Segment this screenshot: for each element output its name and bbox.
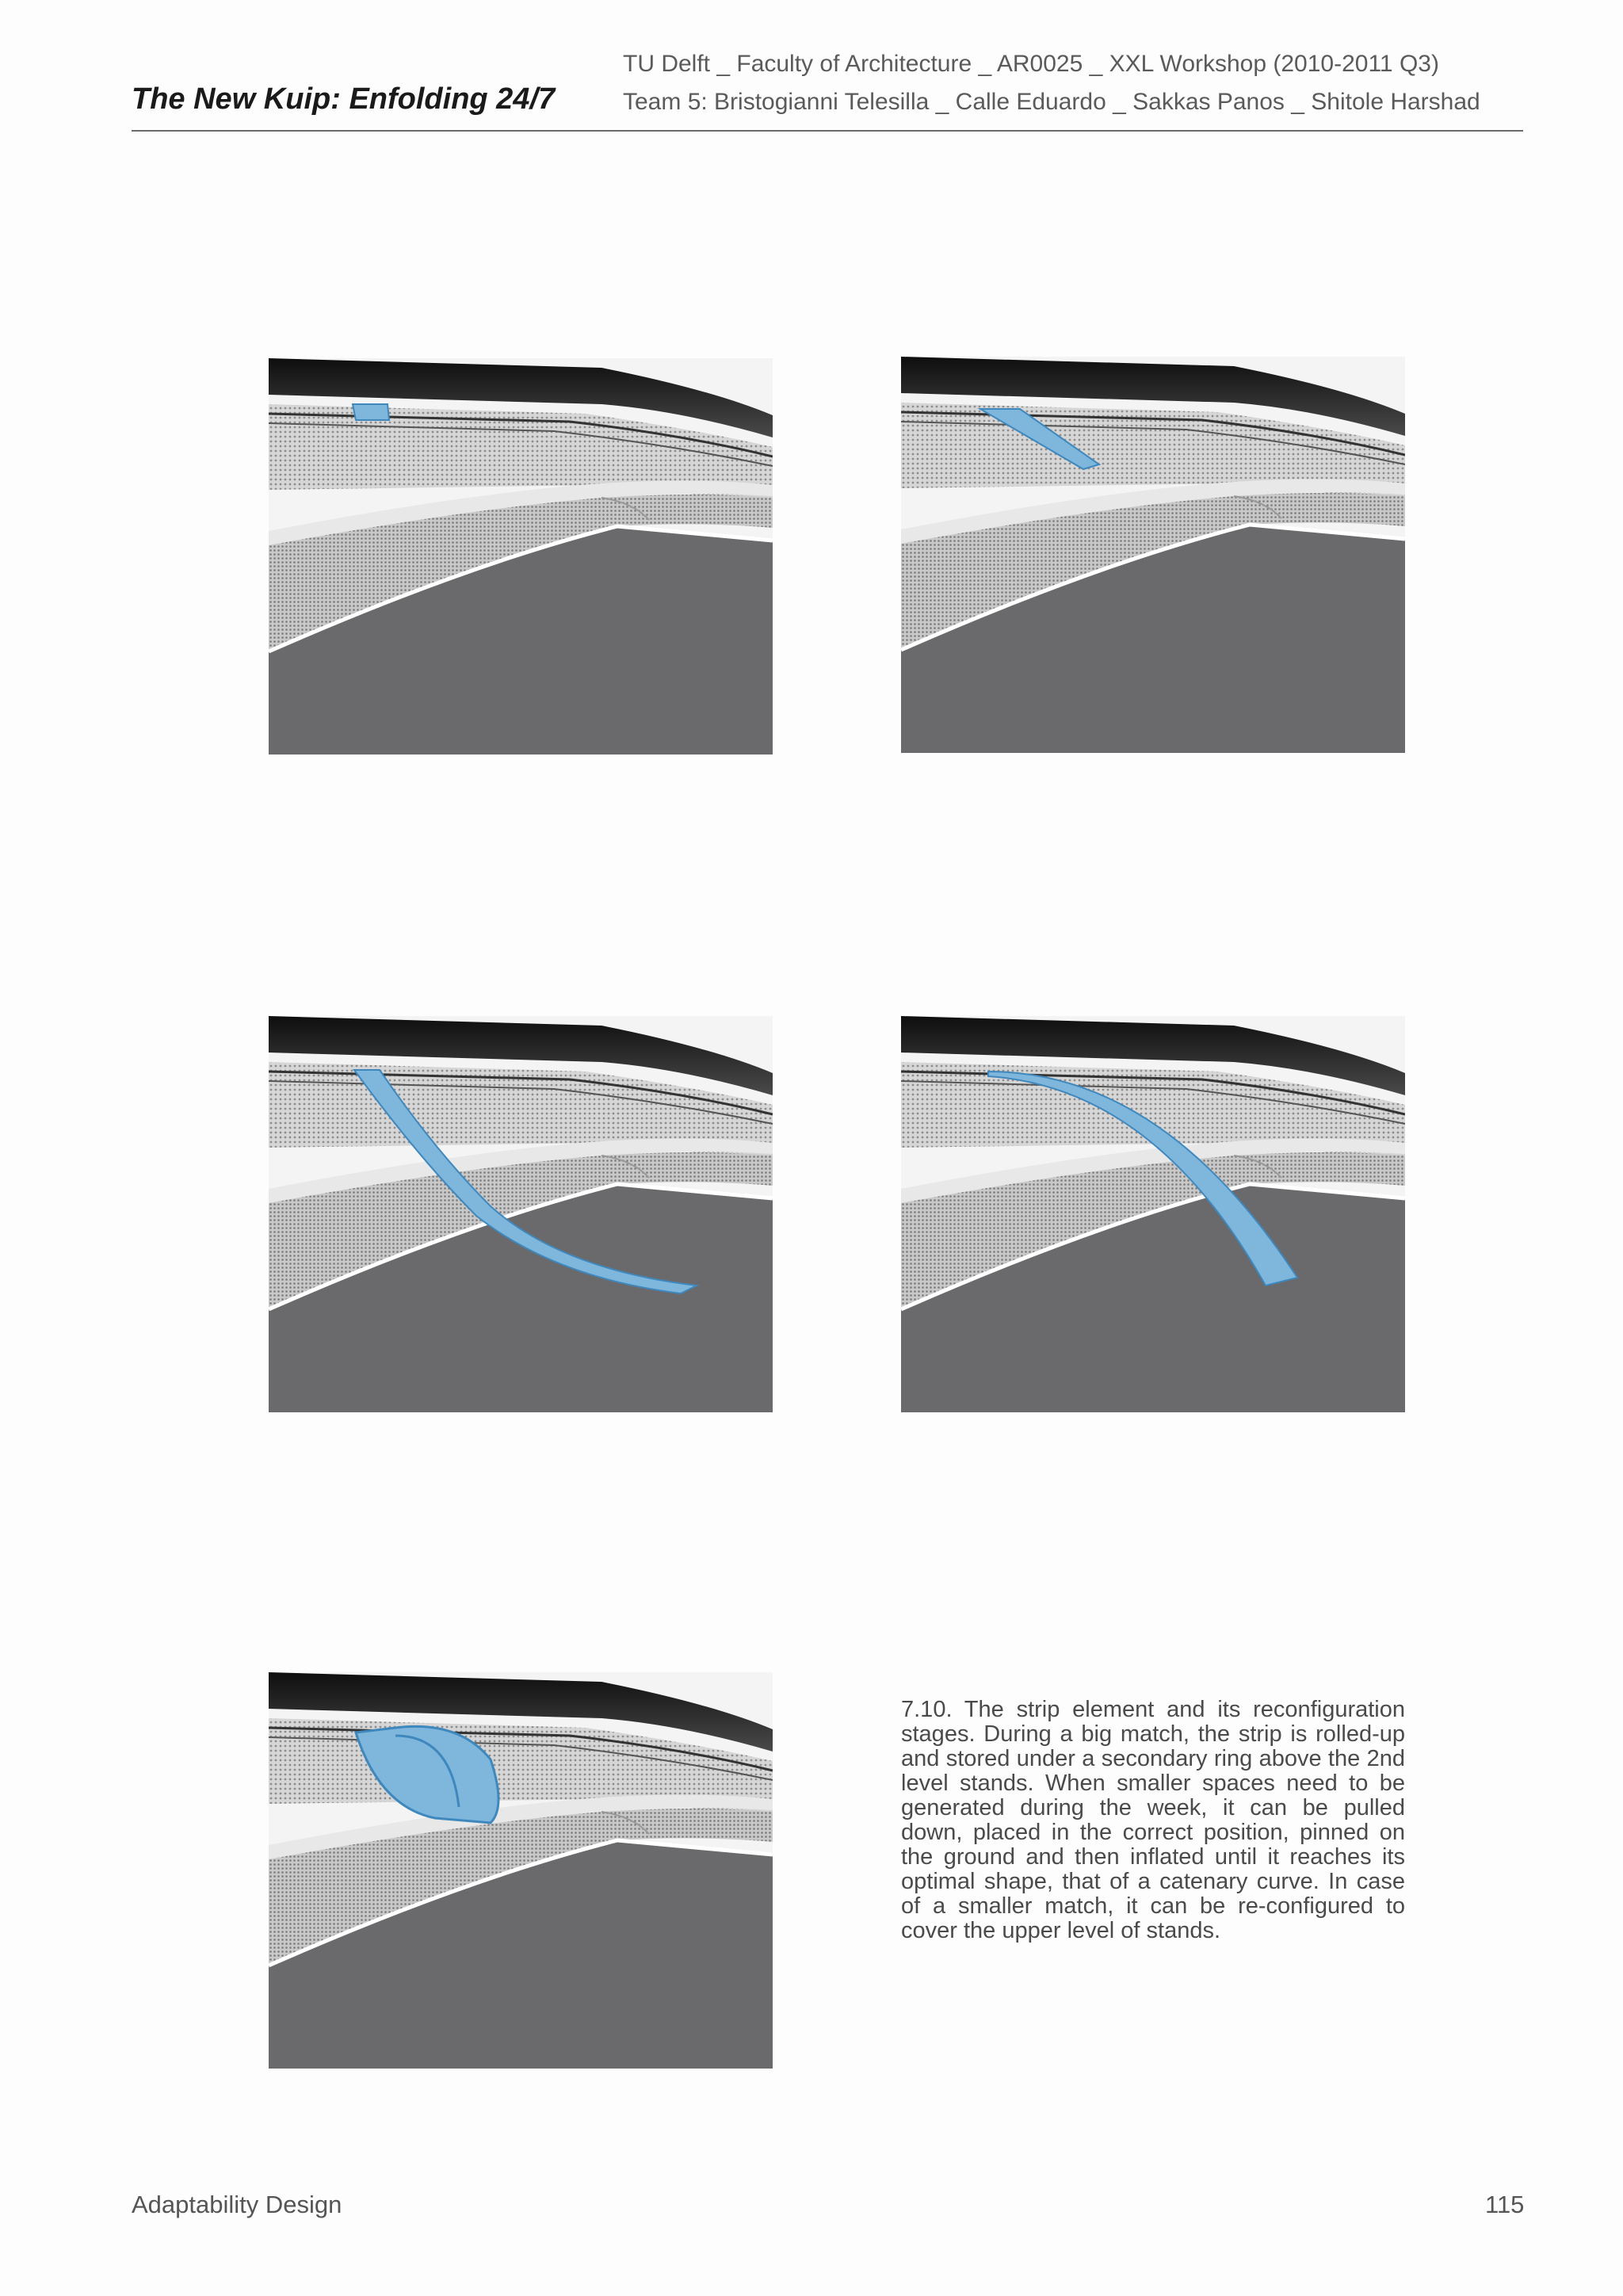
stadium-render-4 xyxy=(901,1016,1405,1412)
stage-render-2 xyxy=(901,357,1405,753)
course-info: TU Delft _ Faculty of Architecture _ AR0025 _ XXL Workshop (2010-2011 Q3) xyxy=(623,51,1439,77)
stage-render-1 xyxy=(269,358,773,755)
stage-render-4 xyxy=(901,1016,1405,1412)
stadium-render-1 xyxy=(269,358,773,755)
footer-section: Adaptability Design xyxy=(132,2191,342,2218)
strip-element-1 xyxy=(353,404,389,420)
document-title: The New Kuip: Enfolding 24/7 xyxy=(132,82,556,116)
stadium-render-5 xyxy=(269,1672,773,2069)
figure-caption: 7.10. The strip element and its reconfiguration stages. During a big match, the strip is rolled-up and stored under a secondary ring above the 2nd level stands. When smaller spaces need to be generated during the week, it can be pulled down, placed in the correct position, pinned on the ground and then inflated until it reaches its optimal shape, that of a catenary curve. In case of a smaller match, it can be re-configured to cover the upper level of stands. xyxy=(901,1697,1405,1943)
page-number: 115 xyxy=(1485,2191,1525,2218)
stage-render-3 xyxy=(269,1016,773,1412)
stadium-render-3 xyxy=(269,1016,773,1412)
team-info: Team 5: Bristogianni Telesilla _ Calle Eduardo _ Sakkas Panos _ Shitole Harshad xyxy=(623,89,1480,115)
stage-render-5 xyxy=(269,1672,773,2069)
stadium-render-2 xyxy=(901,357,1405,753)
header-rule xyxy=(132,130,1523,132)
